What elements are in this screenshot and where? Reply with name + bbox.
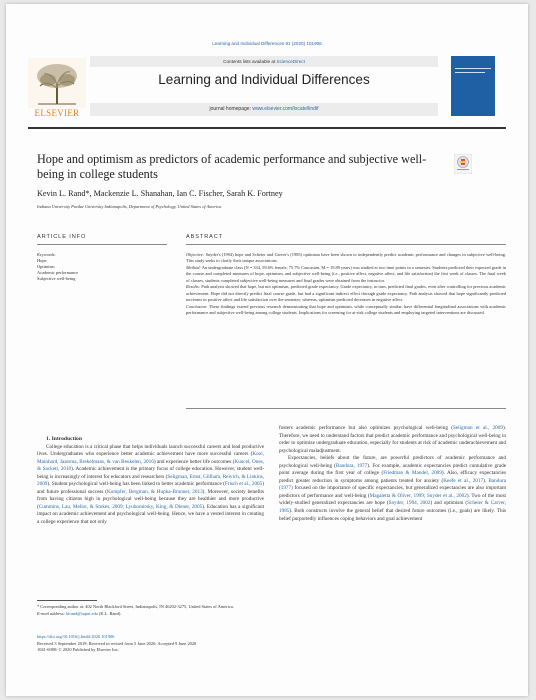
abstract-objective: Objective: Snyder's (1994) hope and Scheier and Carver's (1985) optimism have been shown to independently predict academic performance and changes in subjective well-being. This study seeks to clarify their unique associations. — [186, 252, 506, 264]
corresponding-author-footnote — [37, 604, 507, 617]
sciencedirect-link[interactable]: ScienceDirect — [276, 59, 305, 64]
citation-link[interactable]: Friedman & Mandel, 2009 — [383, 470, 442, 477]
publication-info — [37, 634, 507, 654]
citation-link[interactable]: Seligman, Ernst, Gillham, Reivich, & Linkins, 2009 — [37, 473, 264, 488]
intro-heading: 1. Introduction — [46, 436, 82, 442]
citation-link[interactable]: Keefe et al., 2017 — [443, 477, 484, 484]
intro-left-column — [37, 436, 264, 527]
elsevier-tree-icon — [28, 58, 86, 108]
intro-paragraph: fosters academic performance but also optimizes psychological well-being (Seligman et al., 2009). Therefore, we need to understand factors that predict academic performance and psychological well-being in order to optimize undergraduate education, especially for students at risk of academic underachievement and psychological maladjustment. — [279, 425, 506, 454]
journal-cover-thumbnail — [451, 56, 495, 116]
citation-link[interactable]: Seligman et al., 2009 — [452, 425, 503, 431]
abstract-results: Results: Path analysis showed that hope, but not optimism, predicted grade expectancy. Grade expectancy, in turn, predicted final grades, even after controlling for previous academic achievement. Hope did not directly predict final course grade, but had a significant indirect effect through grade expectancy. Path analysis showed that hope significantly predicted increases in positive affect and life satisfaction over the semester; whereas, optimism predicted decreases in negative affect. — [186, 284, 506, 303]
journal-title: Learning and Individual Differences — [158, 72, 370, 87]
received-dates: Received 3 September 2019; Received in revised form 5 June 2020; Accepted 9 June 2020 — [37, 640, 197, 646]
footnote-email-line: E-mail address: klrand@iupui.edu (K.L. Rand). — [37, 610, 122, 616]
footnote-address: * Corresponding author at: 402 North Blackford Street, Indianapolis, IN 46202-3275, United States of America. — [37, 604, 234, 609]
contents-prefix: Contents lists available at — [223, 59, 277, 64]
journal-masthead — [28, 56, 506, 118]
citation-link[interactable]: Bandura, 1977 — [335, 462, 368, 469]
keyword-item: Optimism — [37, 264, 55, 269]
abstract-method: Method: An undergraduate class (N = 334, 59.6% female, 75.7% Caucasian, M = 19.89 years) was studied at two time points in a semester. Students predicted their expected grade in the course and completed measures of hope, optimism, and subjective well-being (i.e., positive affect, negative affect, and life satisfaction) the first week of classes. The final week of classes, students completed subjective well-being measures and final grades were obtained from the instructor. — [186, 264, 506, 283]
article-info-rule — [37, 244, 167, 245]
article-authors: Kevin L. Rand*, Mackenzie L. Shanahan, Ian C. Fischer, Sarah K. Fortney — [37, 189, 283, 198]
citation-link[interactable]: Cummins, Lau, Mellor, & Stokes, 2009; Lyubomirsky, King, & Diener, 2005 — [38, 503, 203, 510]
homepage-prefix: journal homepage: — [209, 106, 253, 112]
intro-paragraph: College education is a critical phase that helps individuals launch successful careers and lead productive lives. Undergraduates who experience better academic achievement have more successful careers (Kool, Mainhard, Jaarsma, Brekelmans, & van Beukelen, 2016) and experience better life outcomes (Kuncel, Ones, & Sackett, 2010). Academic achievement is the primary focus of college education. However, student well-being is increasingly of interest for educators and researchers (Seligman, Ernst, Gillham, Reivich, & Linkins, 2009). Student psychological well-being has been linked to better academic performance (Frisch et al., 2005) and future professional success (Kumpfer, Bergman, & Hupka-Brunner, 2013). Moreover, society benefits from having citizens high in psychological well-being because they are healthier and more productive (Cummins, Lau, Mellor, & Stokes, 2009; Lyubomirsky, King, & Diener, 2005). Education has a significant impact on academic achievement and psychological well-being. Hence, we have a vested interest in creating a college experience that not only — [37, 443, 265, 526]
crossmark-icon[interactable] — [454, 154, 472, 174]
journal-info-band — [90, 56, 438, 118]
homepage-strip — [90, 103, 438, 116]
keyword-item: Academic performance — [37, 270, 79, 275]
cover-line — [455, 72, 485, 73]
abstract-heading: ABSTRACT — [186, 234, 224, 240]
abstract-rule — [186, 244, 506, 245]
masthead-rule — [28, 127, 506, 129]
citation-link[interactable]: Bandura (1977) — [279, 477, 506, 492]
copyright-line: 1041-6080/ © 2020 Published by Elsevier Inc. — [37, 647, 119, 652]
doi-link[interactable]: https://doi.org/10.1016/j.lindif.2020.101906 — [37, 634, 115, 639]
intro-right-column — [279, 425, 506, 523]
article-title: Hope and optimism as predictors of academic performance and subjective well-being in college students — [37, 152, 427, 181]
author-affiliation: Indiana University Purdue University Indianapolis, Department of Psychology, United States of America — [37, 204, 222, 209]
keywords-label: Keywords: — [37, 252, 56, 257]
article-page — [6, 4, 528, 696]
citation-link[interactable]: Scheier & Carver, 1985 — [279, 500, 506, 515]
author-email-link[interactable]: klrand@iupui.edu — [66, 610, 98, 616]
cover-line — [455, 68, 491, 69]
publisher-logo — [28, 58, 86, 118]
keyword-item: Hope — [37, 258, 47, 263]
citation-link[interactable]: Kumpfer, Bergman, & Hupka-Brunner, 2013 — [107, 488, 203, 495]
keyword-item: Subjective well-being — [37, 276, 76, 281]
journal-homepage-link[interactable]: www.elsevier.com/locate/lindif — [252, 106, 319, 112]
abstract-conclusion: Conclusion: These findings extend previous research demonstrating that hope and optimism, while conceptually similar, have differential longitudinal associations with academic performance and subjective well-being among college students. Implications for screening for at-risk college students and employing targeted interventions are discussed. — [186, 303, 506, 315]
elsevier-wordmark: ELSEVIER — [34, 108, 80, 118]
intro-paragraph: Expectancies, beliefs about the future, are powerful predictors of academic performance and psychological well-being (Bandura, 1977). For example, academic expectancies predict cumulative grade point average during the first year of college (Friedman & Mandel, 2009). Also, efficacy expectancies predict greater reduction in symptoms among patients treated for anxiety (Keefe et al., 2017). Bandura (1977) focused on the importance of specific expectancies, but generalized expectancies are also important predictors of performance and well-being (Magaletta & Oliver, 1999; Snyder et al., 2002). Two of the most widely-studied generalized expectancies are hope (Snyder, 1994, 2002) and optimism (Scheier & Carver, 1985). Both constructs involve the general belief that desired future outcomes (i.e., goals) are likely. This belief purportedly influences coping behaviors and goal achievement — [279, 455, 507, 522]
contents-strip — [90, 56, 438, 67]
citation-link[interactable]: Magaletta & Oliver, 1999; Snyder et al., 2002 — [369, 492, 467, 499]
journal-citation-line: Learning and Individual Differences 81 (2020) 101906 — [212, 41, 322, 46]
abstract-end-rule — [186, 408, 506, 409]
citation-link[interactable]: Kool, Mainhard, Jaarsma, Brekelmans, & van Beukelen, 2016 — [37, 451, 264, 465]
citation-link[interactable]: Frisch et al., 2005 — [224, 481, 263, 488]
keywords-block — [37, 252, 167, 282]
abstract-body — [186, 252, 506, 316]
article-info-heading: ARTICLE INFO — [37, 234, 87, 240]
citation-link[interactable]: Snyder, 1994, 2002 — [388, 500, 431, 507]
citation-link[interactable]: Kuncel, Ones, & Sackett, 2010 — [37, 458, 264, 473]
footnote-rule — [37, 600, 97, 601]
